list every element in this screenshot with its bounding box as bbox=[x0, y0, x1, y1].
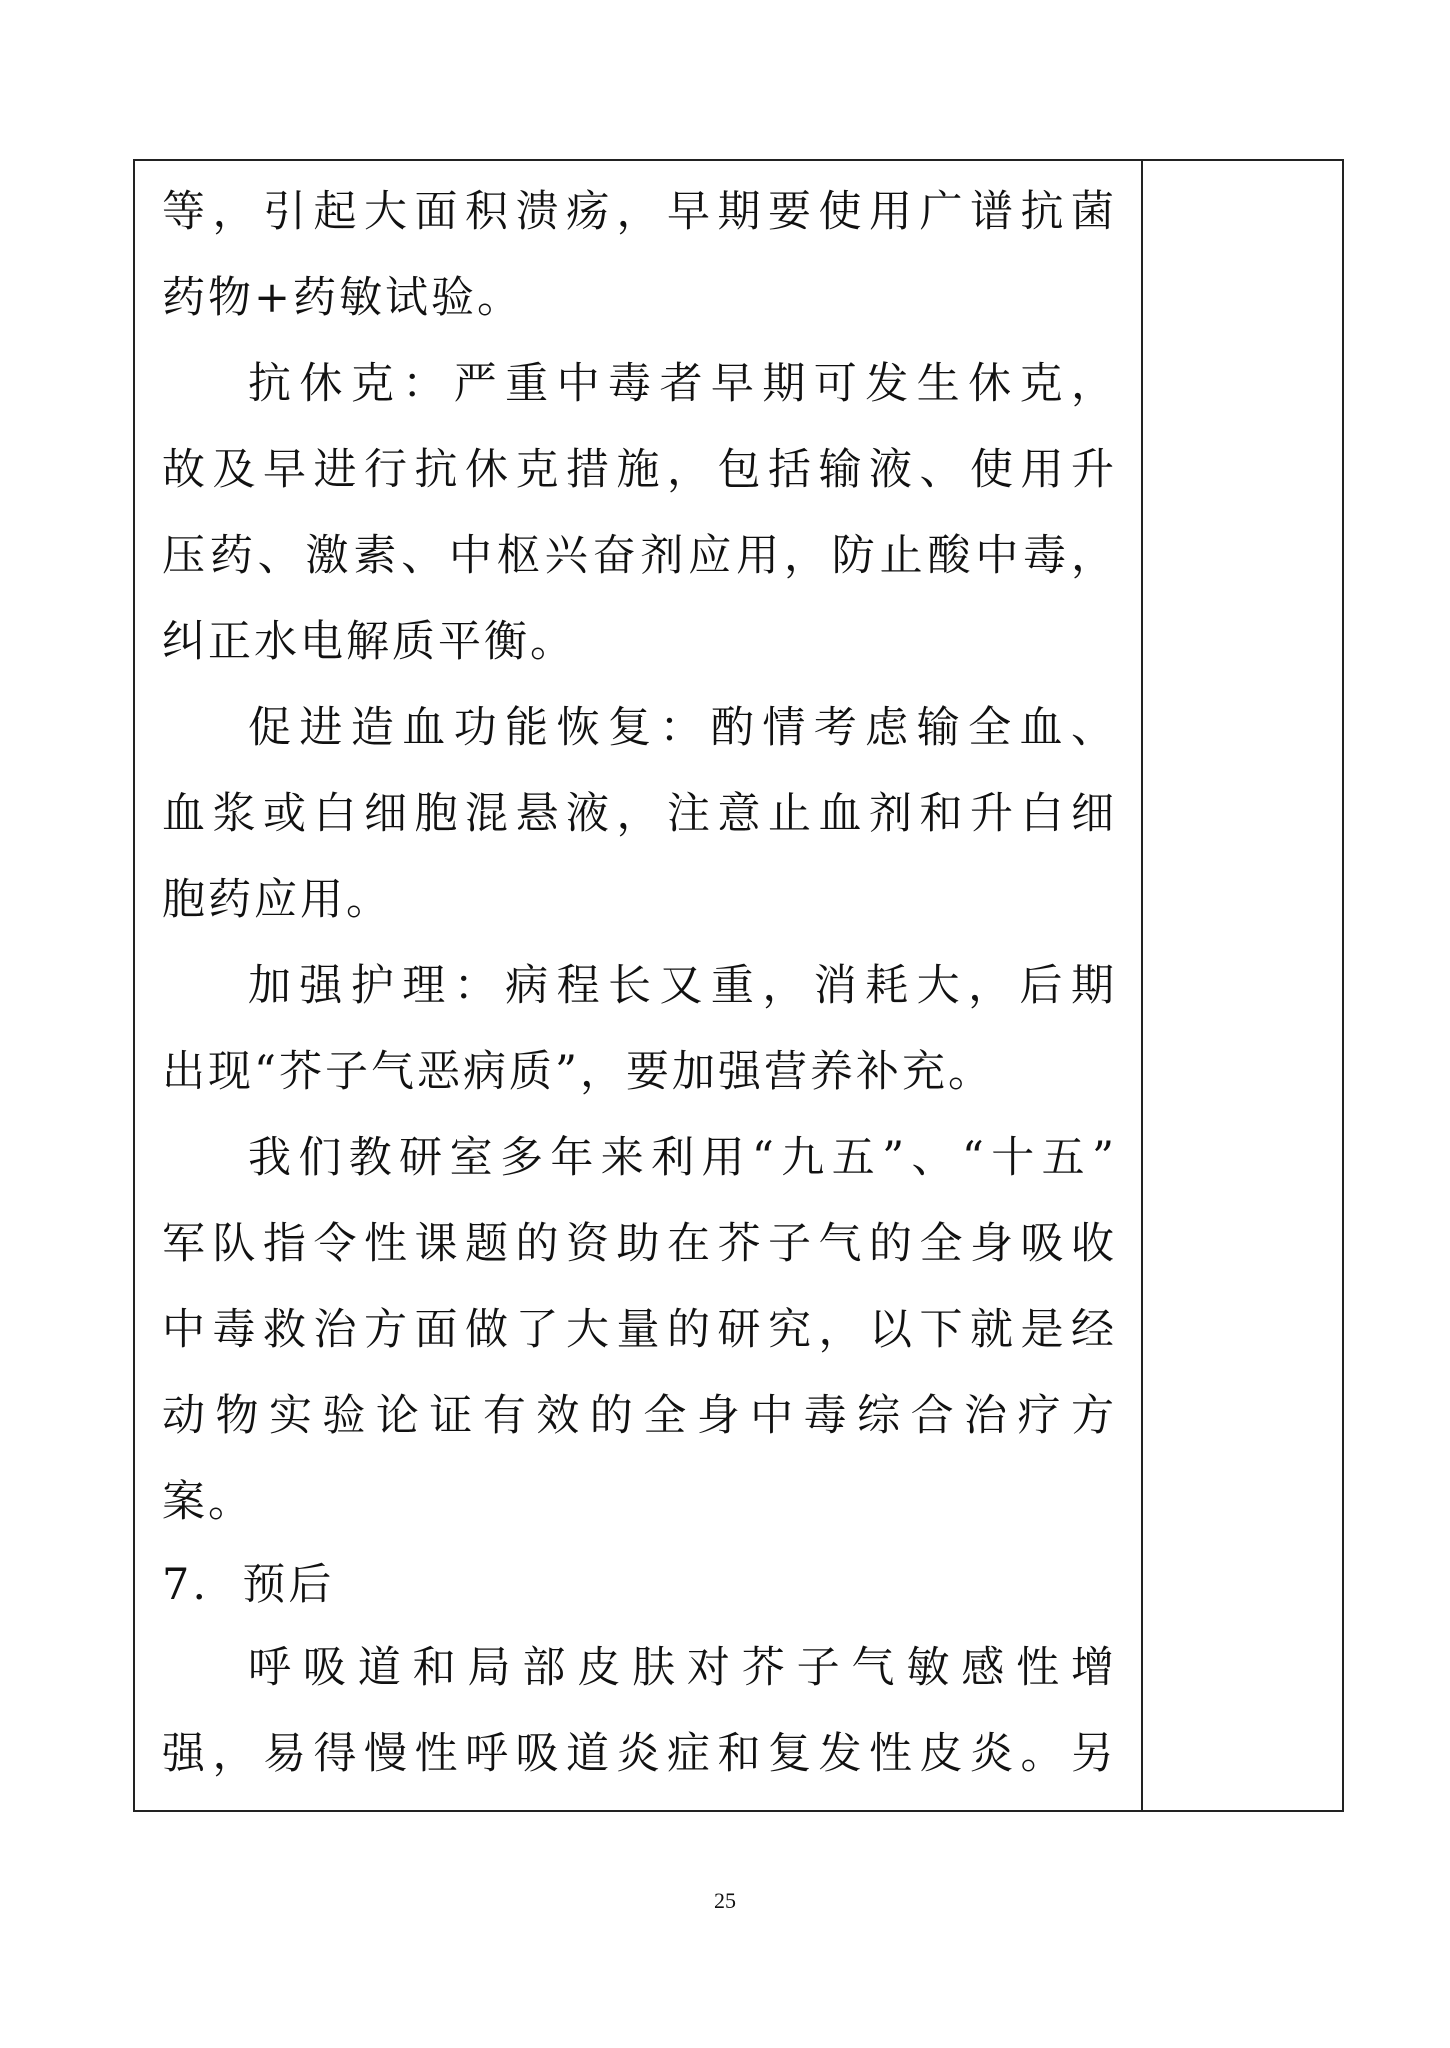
paragraph-line: 等，引起大面积溃疡，早期要使用广谱抗菌 bbox=[162, 187, 1117, 237]
paragraph-line: 案。 bbox=[162, 1477, 254, 1527]
column-divider bbox=[1141, 161, 1143, 1810]
page-number: 25 bbox=[714, 1888, 736, 1913]
paragraph-line: 血浆或白细胞混悬液，注意止血剂和升白细 bbox=[162, 789, 1117, 839]
paragraph-line: 故及早进行抗休克措施，包括输液、使用升 bbox=[162, 445, 1117, 495]
paragraph-first-line-research: 我们教研室多年来利用“九五”、“十五” bbox=[248, 1133, 1117, 1183]
paragraph-line: 纠正水电解质平衡。 bbox=[162, 617, 576, 667]
paragraph-line: 强，易得慢性呼吸道炎症和复发性皮炎。另 bbox=[162, 1729, 1117, 1779]
paragraph-line: 药物+药敏试验。 bbox=[162, 273, 524, 323]
paragraph-line: 出现“芥子气恶病质”，要加强营养补充。 bbox=[162, 1047, 994, 1097]
paragraph-line: 军队指令性课题的资助在芥子气的全身吸收 bbox=[162, 1219, 1117, 1269]
main-content-cell bbox=[162, 169, 1117, 1797]
paragraph-line: 动物实验论证有效的全身中毒综合治疗方 bbox=[162, 1391, 1117, 1441]
paragraph-first-line-shock: 抗休克：严重中毒者早期可发生休克， bbox=[248, 359, 1117, 409]
paragraph-first-line-prognosis: 呼吸道和局部皮肤对芥子气敏感性增 bbox=[248, 1643, 1117, 1693]
paragraph-line: 胞药应用。 bbox=[162, 875, 392, 925]
paragraph-first-line-nursing: 加强护理：病程长又重，消耗大，后期 bbox=[248, 961, 1117, 1011]
paragraph-first-line-hematopoiesis: 促进造血功能恢复：酌情考虑输全血、 bbox=[248, 703, 1117, 753]
section-heading-prognosis: 7. 预后 bbox=[162, 1560, 335, 1610]
document-table bbox=[133, 159, 1344, 1812]
paragraph-line: 中毒救治方面做了大量的研究，以下就是经 bbox=[162, 1305, 1117, 1355]
paragraph-line: 压药、激素、中枢兴奋剂应用，防止酸中毒， bbox=[162, 531, 1117, 581]
